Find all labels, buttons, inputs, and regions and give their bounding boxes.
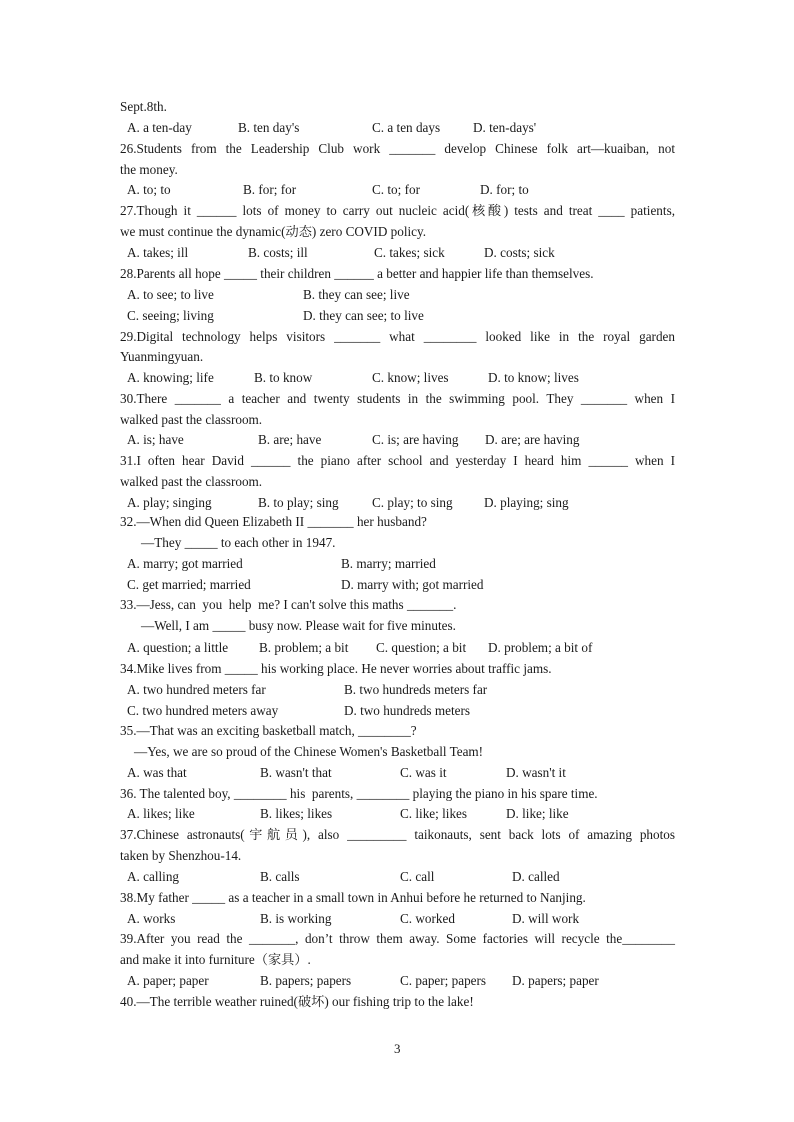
option-c: C. paper; papers: [400, 973, 487, 988]
question-text: Yuanmingyuan.: [120, 349, 204, 364]
question-38: 38.My father _____ as a teacher in a small town in Anhui before he returned to Nanjing.: [120, 890, 586, 905]
option-b: B. calls: [260, 869, 300, 884]
question-28: 28.Parents all hope _____ their children ______ a better and happier life than themselves.: [120, 266, 594, 281]
option-a: A. takes; ill: [127, 245, 189, 260]
question-text: —Yes, we are so proud of the Chinese Women's Basketball Team!: [134, 744, 484, 759]
question-27: 27.Though it ______ lots of money to carry out nucleic acid(核酸) tests and treat ____ patients,: [120, 203, 675, 218]
option-b: B. wasn't that: [260, 765, 332, 780]
option-b: B. costs; ill: [248, 245, 308, 260]
option-a: A. knowing; life: [127, 370, 214, 385]
question-text: we must continue the dynamic(动态) zero COVID policy.: [120, 224, 427, 239]
option-b: B. papers; papers: [260, 973, 352, 988]
option-c: C. was it: [400, 765, 447, 780]
option-d: D. will work: [512, 911, 580, 926]
option-a: A. likes; like: [127, 806, 195, 821]
option-b: B. to play; sing: [258, 495, 339, 510]
option-d: D. marry with; got married: [341, 577, 484, 592]
question-40: 40.—The terrible weather ruined(破坏) our fishing trip to the lake!: [120, 994, 474, 1009]
question-text: and make it into furniture（家具）.: [120, 952, 311, 967]
option-d: D. are; are having: [485, 432, 580, 447]
option-a: A. marry; got married: [127, 556, 243, 571]
option-a: A. question; a little: [127, 640, 229, 655]
question-36: 36. The talented boy, ________ his parents, ________ playing the piano in his spare time.: [120, 786, 598, 801]
question-35: 35.—That was an exciting basketball match, ________?: [120, 723, 417, 738]
option-d: D. for; to: [480, 182, 529, 197]
question-39: 39.After you read the _______, don’t throw them away. Some factories will recycle the________: [120, 931, 675, 946]
option-d: D. playing; sing: [484, 495, 569, 510]
option-b: B. likes; likes: [260, 806, 333, 821]
option-a: A. two hundred meters far: [127, 682, 266, 697]
option-d: D. called: [512, 869, 560, 884]
option-b: B. ten day's: [238, 120, 300, 135]
option-d: D. two hundreds meters: [344, 703, 470, 718]
option-c: C. to; for: [372, 182, 420, 197]
option-c: C. seeing; living: [127, 308, 214, 323]
option-b: B. is working: [260, 911, 332, 926]
question-text: Sept.8th.: [120, 99, 167, 114]
question-text: the money.: [120, 162, 178, 177]
option-b: B. marry; married: [341, 556, 436, 571]
question-text: —Well, I am _____ busy now. Please wait for five minutes.: [141, 618, 456, 633]
option-c: C. know; lives: [372, 370, 449, 385]
option-a: A. calling: [127, 869, 180, 884]
option-b: B. problem; a bit: [259, 640, 349, 655]
option-c: C. question; a bit: [376, 640, 467, 655]
option-a: A. was that: [127, 765, 187, 780]
question-30: 30.There _______ a teacher and twenty students in the swimming pool. They _______ when I: [120, 391, 675, 406]
option-d: D. like; like: [506, 806, 569, 821]
question-text: walked past the classroom.: [120, 474, 263, 489]
option-a: A. to see; to live: [127, 287, 214, 302]
option-d: D. to know; lives: [488, 370, 579, 385]
question-32: 32.—When did Queen Elizabeth II _______ her husband?: [120, 514, 427, 529]
option-d: D. problem; a bit of: [488, 640, 593, 655]
option-c: C. play; to sing: [372, 495, 453, 510]
option-c: C. two hundred meters away: [127, 703, 279, 718]
option-a: A. is; have: [127, 432, 184, 447]
option-a: A. paper; paper: [127, 973, 209, 988]
option-a: A. works: [127, 911, 176, 926]
question-text: taken by Shenzhou-14.: [120, 848, 242, 863]
question-26: 26.Students from the Leadership Club work _______ develop Chinese folk art—kuaiban, not: [120, 141, 675, 156]
option-a: A. play; singing: [127, 495, 212, 510]
option-a: A. a ten-day: [127, 120, 192, 135]
option-c: C. a ten days: [372, 120, 441, 135]
option-d: D. ten-days': [473, 120, 537, 135]
option-d: D. they can see; to live: [303, 308, 424, 323]
option-d: D. costs; sick: [484, 245, 555, 260]
question-37: 37.Chinese astronauts(宇航员), also _________ taikonauts, sent back lots of amazing photos: [120, 827, 675, 842]
question-text: walked past the classroom.: [120, 412, 263, 427]
question-34: 34.Mike lives from _____ his working place. He never worries about traffic jams.: [120, 661, 552, 676]
option-c: C. takes; sick: [374, 245, 445, 260]
option-c: C. call: [400, 869, 435, 884]
option-b: B. two hundreds meters far: [344, 682, 488, 697]
option-d: D. wasn't it: [506, 765, 566, 780]
option-d: D. papers; paper: [512, 973, 599, 988]
option-b: B. to know: [254, 370, 313, 385]
option-c: C. worked: [400, 911, 455, 926]
option-c: C. like; likes: [400, 806, 468, 821]
option-c: C. get married; married: [127, 577, 251, 592]
question-text: —They _____ to each other in 1947.: [141, 535, 336, 550]
option-b: B. for; for: [243, 182, 297, 197]
question-31: 31.I often hear David ______ the piano after school and yesterday I heard him ______ when I: [120, 453, 675, 468]
option-b: B. they can see; live: [303, 287, 410, 302]
question-33: 33.—Jess, can you help me? I can't solve this maths _______.: [120, 597, 457, 612]
option-a: A. to; to: [127, 182, 171, 197]
option-b: B. are; have: [258, 432, 322, 447]
question-29: 29.Digital technology helps visitors _______ what ________ looked like in the royal garden: [120, 329, 675, 344]
page-number: 3: [394, 1041, 401, 1056]
option-c: C. is; are having: [372, 432, 459, 447]
